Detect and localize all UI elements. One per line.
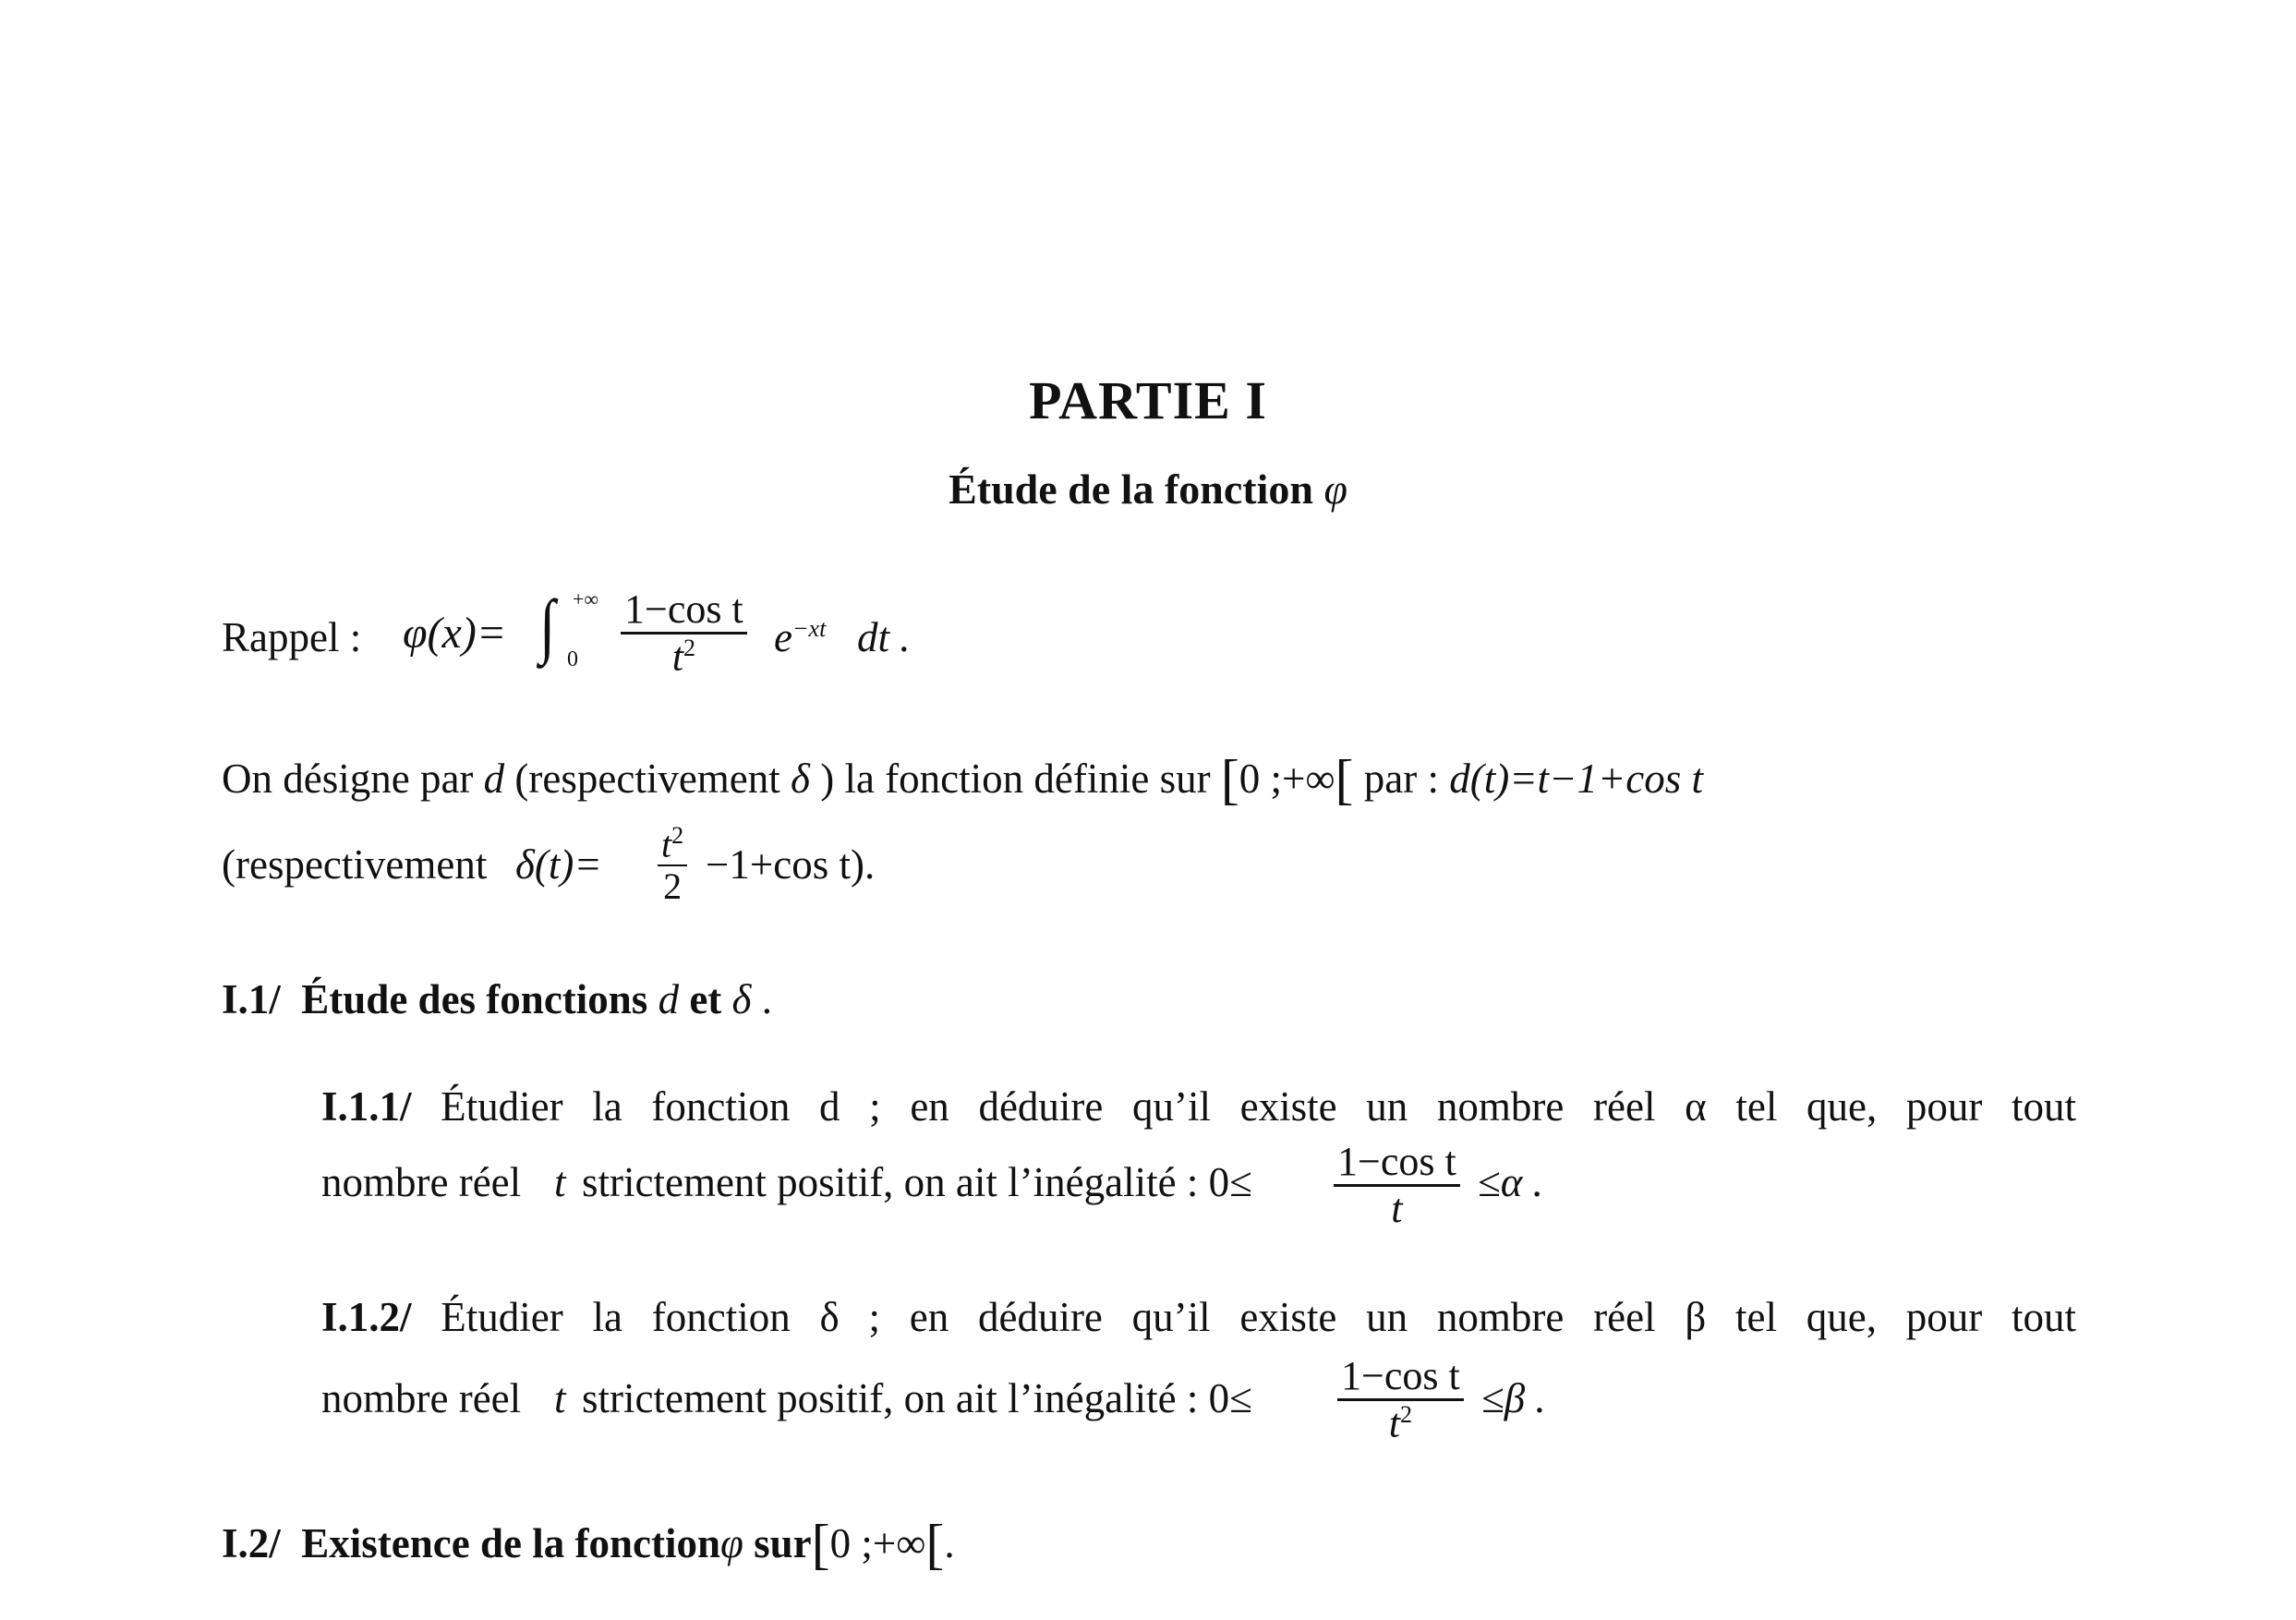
question-1-1-line-1: I.1.1/ Étudier la fonction d ; en déduire qu’il existe un nombre réel α tel que, pour tout	[321, 1083, 2077, 1130]
interval-text: 0 ;+∞	[1239, 756, 1335, 802]
section-1-number: I.1/	[222, 976, 281, 1022]
question-1-2-fraction	[1337, 1353, 1464, 1446]
subtitle-symbol: φ	[1323, 465, 1347, 513]
interval-close: [	[1335, 749, 1354, 810]
d-formula: d(t)=t−1+cos t	[1449, 756, 1704, 802]
delta-numerator: t	[661, 823, 672, 865]
delta-tail: −1+cos t).	[706, 841, 876, 888]
integral-lower-limit: 0	[567, 647, 578, 671]
integral-sign: ∫	[539, 585, 556, 665]
section-2-title: Existence de la fonction	[301, 1520, 720, 1566]
question-1-1-numerator: 1−cos t	[1334, 1142, 1460, 1187]
delta-lhs: δ(t)=	[515, 841, 602, 888]
section-2-heading: I.2/ Existence de la fonctionφ sur[0 ;+∞[.	[222, 1514, 955, 1575]
subtitle-text: Étude de la fonction	[949, 465, 1313, 513]
rappel-exp: $e^{-xt}$	[774, 614, 827, 660]
section-1-title: Étude des fonctions	[301, 976, 648, 1022]
rappel-fraction	[621, 586, 747, 680]
document-page: PARTIE I Étude de la fonction φ Rappel : φ(x)= ∫ +∞ 0 $\frac{\text{1−cos t}}{t^2}$ $e^{-xt}$ dt . On désigne par d (respectivement δ ) la fonction définie sur [0 ;+∞[ par : d(t)=t−1+cos t (respectivement δ(t)= $\frac{t^2}{2}$ −1+cos t). I.1/ Étude des fonctions d et δ . I.1.1/ Étudier la fonction d ; en déduire qu’il existe un nombre réel α tel que, pour tout nombre réel t strictement positif, on ait l’inégalité : 0≤ $\frac{\text{1−cos t}}{t}$ ≤α . I.1.2/ Étudier la fonction δ ; en déduire qu’il existe un nombre réel β tel que, pour tout nombre réel t strictement positif, on ait l’inégalité : 0≤ $\frac{\text{1−cos t}}{t^2}$ ≤β . I.2/ Existence de la fonctionφ sur[0 ;+∞[.	[0, 0, 2296, 1620]
question-1-2	[321, 1294, 2077, 1340]
page-title: PARTIE I	[1029, 370, 1267, 430]
rappel-lhs: φ(x)=	[403, 609, 507, 658]
section-2-number: I.2/	[222, 1520, 281, 1566]
question-1-2-numerator: 1−cos t	[1337, 1356, 1464, 1401]
rappel-denominator: $t^2$	[671, 634, 695, 680]
question-1-2-denominator: $t^2$	[1388, 1400, 1412, 1446]
var-delta: δ	[791, 756, 810, 802]
integral-upper-limit: +∞	[573, 587, 599, 611]
definition-line-1: On désigne par d (respectivement δ ) la fonction définie sur [0 ;+∞[ par : d(t)=t−1+cos t	[222, 749, 1704, 810]
section-2-interval: 0 ;+∞	[829, 1520, 926, 1566]
page-subtitle	[0, 465, 2296, 514]
question-1-1	[321, 1083, 2077, 1130]
question-1-2-number: I.1.2/	[321, 1294, 412, 1340]
interval-open: [	[1220, 749, 1239, 810]
question-1-1-denominator: t	[1391, 1186, 1403, 1231]
question-1-1-number: I.1.1/	[321, 1083, 412, 1130]
delta-fraction: $\frac{t^2}{2}$	[658, 824, 687, 905]
question-1-2-line-1: I.1.2/ Étudier la fonction δ ; en déduire qu’il existe un nombre réel β tel que, pour tout	[321, 1294, 2077, 1340]
rappel-numerator: 1−cos t	[621, 589, 747, 635]
rappel-label: Rappel :	[222, 614, 362, 660]
section-2-symbol: φ	[719, 1520, 743, 1566]
delta-denominator: 2	[663, 865, 683, 908]
question-1-1-fraction	[1334, 1139, 1460, 1231]
var-d: d	[483, 756, 505, 802]
rappel-tail: dt .	[857, 614, 911, 660]
section-1-heading: I.1/ Étude des fonctions d et δ .	[222, 976, 772, 1022]
